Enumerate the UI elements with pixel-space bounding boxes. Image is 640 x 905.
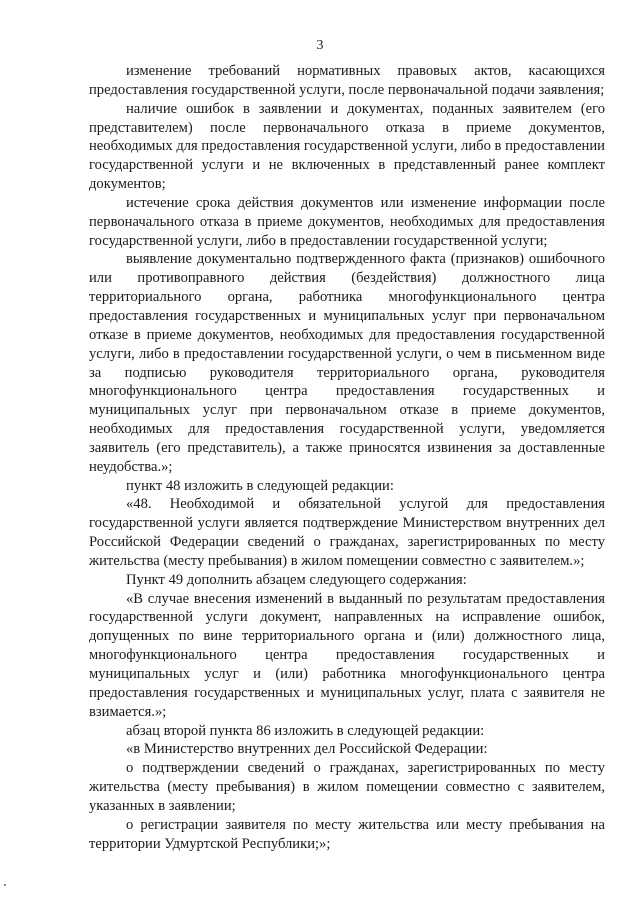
paragraph: «В случае внесения изменений в выданный по результатам предоставления государственной услуги документ, направленных на исправление ошибок, допущенных по вине территориального органа и (или) должностного лица, многофункционального центра предоставления государственных и муниципальных услуг и (или) работника многофункционального центра предоставления государственных и муниципальных услуг, плата с заявителя не взимается.»; — [89, 590, 605, 720]
paragraph: пункт 48 изложить в следующей редакции: — [126, 477, 394, 494]
paragraph: Пункт 49 дополнить абзацем следующего содержания: — [126, 571, 467, 588]
paragraph: абзац второй пункта 86 изложить в следующей редакции: — [126, 722, 485, 739]
paragraph: о подтверждении сведений о гражданах, зарегистрированных по месту жительства (месту пребывания) в жилом помещении совместно с заявителем, указанных в заявлении; — [89, 760, 605, 814]
page-number: 3 — [316, 38, 324, 53]
paragraph: выявление документально подтвержденного факта (признаков) ошибочного или противоправного действия (бездействия) должностного лица территориального органа, работника многофункционального центра предоставления государственных и муниципальных услуг при первоначальном отказе в приеме документов, необходимых для предоставления государственной услуги, либо в предоставлении государственной услуги, о чем в письменном виде за подписью руководителя территориального органа, руководителя многофункционального центра предоставления государственных и муниципальных услуг при первоначальном отказе в приеме документов, необходимых для предоставления государственной услуги, уведомляется заявитель (его представитель), а также приносятся извинения за доставленные неудобства.»; — [89, 251, 605, 475]
paragraph: «48. Необходимой и обязательной услугой для предоставления государственной услуги является подтверждение Министерством внутренних дел Российской Федерации сведений о гражданах, зарегистрированных по месту жительства (месту пребывания) в жилом помещении совместно с заявителем.»; — [89, 496, 605, 569]
paragraph: истечение срока действия документов или изменение информации после первоначального отказа в приеме документов, необходимых для предоставления государственной услуги, либо в предоставлении государственной услуги; — [89, 194, 605, 249]
document-body — [89, 62, 605, 853]
scan-dot — [4, 884, 6, 886]
paragraph: изменение требований нормативных правовых актов, касающихся предоставления государственной услуги, после первоначальной подачи заявления; — [89, 63, 605, 98]
paragraph: о регистрации заявителя по месту жительства или месту пребывания на территории Удмуртской Республики;»; — [89, 816, 605, 852]
paragraph: «в Министерство внутренних дел Российской Федерации: — [126, 741, 488, 758]
paragraph: наличие ошибок в заявлении и документах, поданных заявителем (его представителем) после первоначального отказа в приеме документов, необходимых для предоставления государственной услуги, либо в предоставлении государственной услуги и не включенных в представленный ранее комплект документов; — [89, 100, 605, 193]
